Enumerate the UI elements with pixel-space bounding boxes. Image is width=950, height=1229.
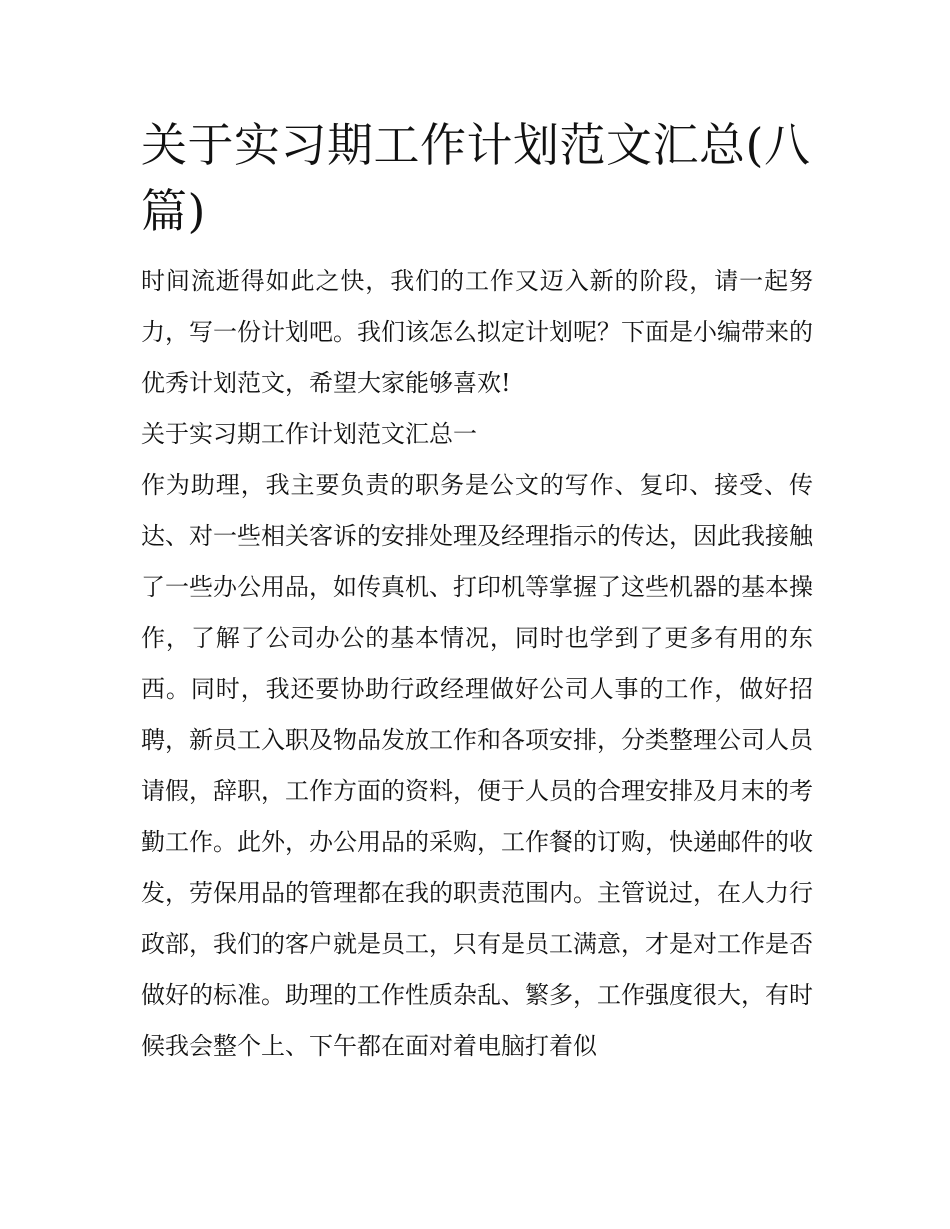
document-page [141,112,813,1072]
document-title: 关于实习期工作计划范文汇总(八篇) [141,118,811,238]
intro-paragraph: 时间流逝得如此之快，我们的工作又迈入新的阶段，请一起努力，写一份计划吧。我们该怎么拟定计划呢？下面是小编带来的优秀计划范文，希望大家能够喜欢! [141,267,813,397]
section-body-paragraph: 作为助理，我主要负责的职务是公文的写作、复印、接受、传达、对一些相关客诉的安排处理及经理指示的传达，因此我接触了一些办公用品，如传真机、打印机等掌握了这些机器的基本操作，了解了公司办公的基本情况，同时也学到了更多有用的东西。同时，我还要协助行政经理做好公司人事的工作，做好招聘，新员工入职及物品发放工作和各项安排，分类整理公司人员请假，辞职，工作方面的资料，便于人员的合理安排及月末的考勤工作。此外，办公用品的采购，工作餐的订购，快递邮件的收发，劳保用品的管理都在我的职责范围内。主管说过，在人力行政部，我们的客户就是员工，只有是员工满意，才是对工作是否做好的标准。助理的工作性质杂乱、繁多，工作强度很大，有时候我会整个上、下午都在面对着电脑打着似 [141,471,813,1060]
section-heading: 关于实习期工作计划范文汇总一 [141,420,477,448]
